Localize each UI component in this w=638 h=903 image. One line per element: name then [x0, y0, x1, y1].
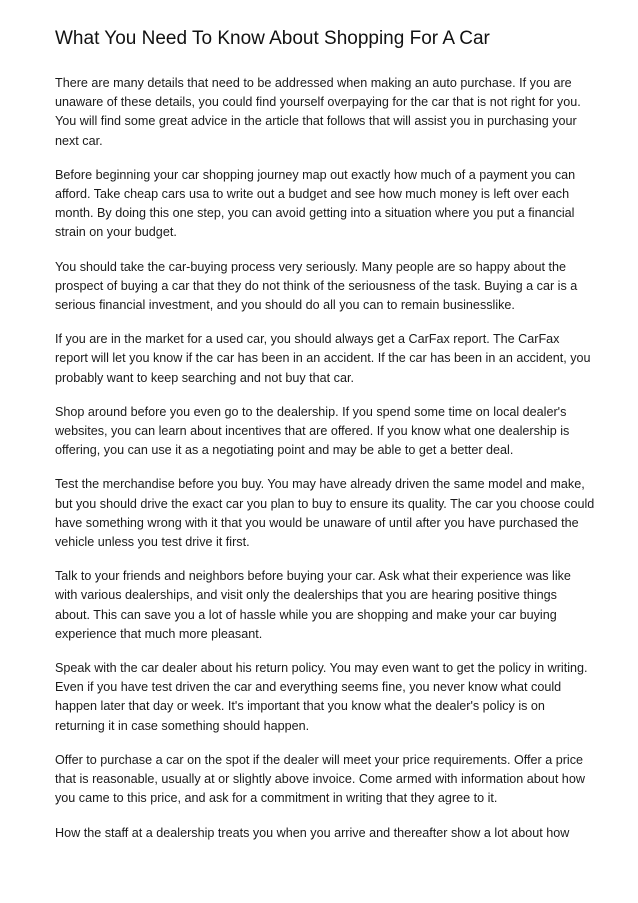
paragraph-8: Speak with the car dealer about his return policy. You may even want to get the policy in writing. Even if you have test driven the car and everything seems fine, you never know what could happen later that day or week. It's important that you know what the dealer's policy is on returning it in case something should happen. [55, 661, 588, 733]
paragraph-3: You should take the car-buying process very seriously. Many people are so happy about the prospect of buying a car that they do not think of the seriousness of the task. Buying a car is a serious financial investment, and you should do all you can to remain businesslike. [55, 259, 578, 313]
paragraph-10: How the staff at a dealership treats you when you arrive and thereafter show a lot about how [55, 825, 570, 840]
paragraph-6: Test the merchandise before you buy. You may have already driven the same model and make, but you should drive the exact car you plan to buy to ensure its quality. The car you choose could have something wrong with it that you would be unaware of until after you have purchased the vehicle unless you test drive it first. [55, 477, 595, 550]
paragraph-2: Before beginning your car shopping journey map out exactly how much of a payment you can afford. Take cheap cars usa to write out a budget and see how much money is left over each month. By doing this one step, you can avoid getting into a situation where you put a financial strain on your budget. [55, 167, 576, 240]
paragraph-5: Shop around before you even go to the dealership. If you spend some time on local dealer's websites, you can learn about incentives that are offered. If you know what one dealership is offering, you can use it as a negotiating point and may be able to get a better deal. [55, 404, 570, 458]
paragraph-9: Offer to purchase a car on the spot if the dealer will meet your price requirements. Offer a price that is reasonable, usually at or slightly above invoice. Come armed with information about how you came to this price, and ask for a commitment in writing that they agree to it. [55, 752, 585, 806]
document-title: What You Need To Know About Shopping For A Car [55, 28, 490, 49]
paragraph-1: There are many details that need to be addressed when making an auto purchase. If you are unaware of these details, you could find yourself overpaying for the car that is not right for you. You will find some great advice in the article that follows that will assist you in purchasing your next car. [55, 76, 581, 148]
paragraph-4: If you are in the market for a used car, you should always get a CarFax report. The CarFax report will let you know if the car has been in an accident. If the car has been in an accident, you probably want to keep searching and not buy that car. [55, 332, 591, 385]
document-page [55, 26, 595, 858]
paragraph-7: Talk to your friends and neighbors before buying your car. Ask what their experience was like with various dealerships, and visit only the dealerships that you are hearing positive things about. This can save you a lot of hassle while you are shopping and make your car buying experience that much more pleasant. [55, 569, 571, 641]
